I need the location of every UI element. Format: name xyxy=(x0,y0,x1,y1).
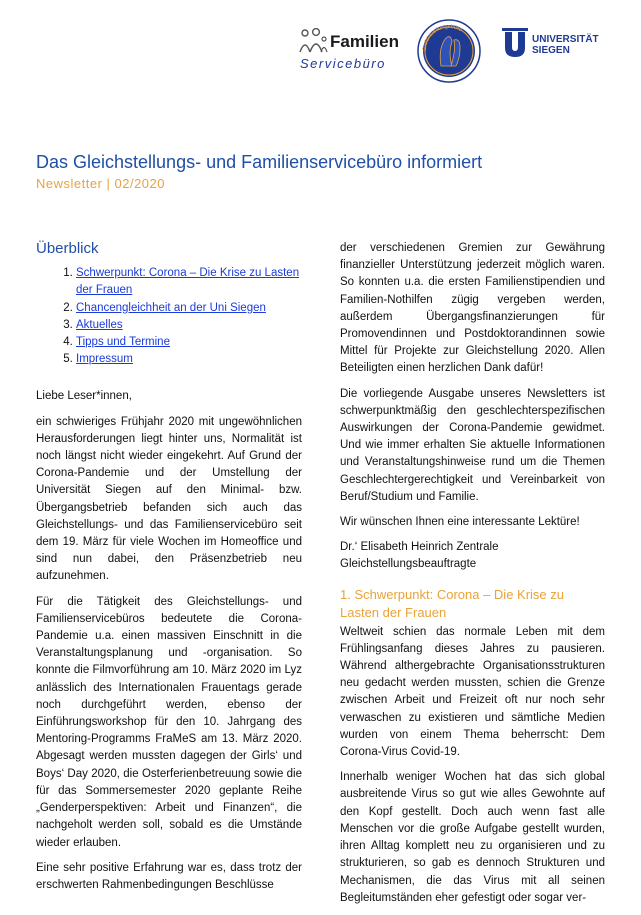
universitaet-siegen-logo xyxy=(500,28,610,68)
university-mark-icon xyxy=(502,28,528,58)
familien-servicebuero-logo xyxy=(298,28,408,78)
page-header xyxy=(0,18,641,78)
toc-item xyxy=(76,334,302,351)
university-name xyxy=(532,34,599,56)
toc-link-schwerpunkt[interactable]: Schwerpunkt: Corona – Die Krise zu Lasten der Frauen xyxy=(76,267,300,297)
newsletter-title: Das Gleichstellungs- und Familienservicebüro informiert xyxy=(36,152,483,172)
signature: Dr.‘ Elisabeth Heinrich Zentrale Gleichstellungsbeauftragte xyxy=(340,541,499,571)
section-heading-schwerpunkt: 1. Schwerpunkt: Corona – Die Krise zu Lasten der Frauen xyxy=(340,586,564,620)
toc-link-chancengleichheit[interactable]: Chancengleichheit an der Uni Siegen xyxy=(76,301,266,314)
familien-word: Familien xyxy=(330,32,399,51)
toc-link-tipps[interactable]: Tipps und Termine xyxy=(76,336,170,349)
toc-link-impressum[interactable]: Impressum xyxy=(76,353,133,366)
toc-item xyxy=(76,265,302,299)
table-of-contents xyxy=(36,265,302,368)
section-paragraph-1: Weltweit schien das normale Leben mit dem Frühlingsanfang dieses Jahres zu pausieren. Während althergebrachte Organisationsstrukturen neu gedacht werden mussten, schien die Grenze zwischen Arbeit und Freizeit oft nur noch sehr verwaschen zu existieren und sämtliche Medien wurden von einem Thema beherrscht: Dem Corona-Virus Covid-19. xyxy=(340,625,605,759)
university-line1: UNIVERSITÄT xyxy=(532,34,599,45)
left-column xyxy=(36,240,302,902)
toc-item xyxy=(76,351,302,368)
intro-paragraph-3: Eine sehr positive Erfahrung war es, dass trotz der erschwerten Rahmenbedingungen Beschlüsse xyxy=(36,861,302,891)
toc-item xyxy=(76,317,302,334)
section-paragraph-2: Innerhalb weniger Wochen hat das sich global ausbreitende Virus so gut wie alles Gewohnte auf den Kopf gestellt. Doch auch wenn fast alle Menschen vor die große Aufgabe gestellt wurden, ihren Alltag komplett neu zu organisieren und zu strukturieren, so gab es dennoch Strukturen und Mechanismen, die das Virus mit all seinen Begleitumständen eher gefestigt oder sogar ver- xyxy=(340,771,605,904)
intro-paragraph-2: Für die Tätigkeit des Gleichstellungs- und Familienservicebüros bedeutete die Corona-Pandemie u.a. einen massiven Einschnitt in die Veranstaltungsplanung und -organisation. So konnte die Filmvorführung am 10. März 2020 im Lyz anlässlich des Internationalen Frauentags gerade noch durchgeführt werden, ebenso der Einführungsworkshop für den 10. Jahrgang des Mentoring-Programms FraMeS am 13. März 2020. Abgesagt werden mussten dagegen der Girls‘ und Boys‘ Day 2020, die Osterferienbetreuung sowie die für das Sommersemester 2020 geplante Reihe „Genderperspektiven: Arbeit und Finanzen“, die nachgeholt werden soll, sobald es die Umstände wieder erlauben. xyxy=(36,595,302,849)
intro-paragraph-1: ein schwieriges Frühjahr 2020 mit ungewöhnlichen Herausforderungen liegt hinter uns, Normalität ist noch längst nicht wieder eingekehrt. Auf Grund der Corona-Pandemie und der Umstellung der Universität Siegen auf den Minimal- bzw. Übergangsbetrieb befanden sich auch das Gleichstellungs- und das Familienservicebüro seit dem 19. März für viele Wochen im Homeoffice und sind nun dabei, den Präsenzbetrieb neu aufzunehmen. xyxy=(36,415,302,583)
overview-heading: Überblick xyxy=(36,240,99,257)
right-column xyxy=(340,240,605,915)
newsletter-issue: Newsletter | 02/2020 xyxy=(36,176,165,191)
university-line2: SIEGEN xyxy=(532,45,570,56)
family-figures-icon xyxy=(298,28,328,54)
gleichstellungsbuero-seal xyxy=(416,18,482,84)
closing-wish: Wir wünschen Ihnen eine interessante Lektüre! xyxy=(340,516,580,529)
intro-paragraph-5: Die vorliegende Ausgabe unseres Newsletters ist schwerpunktmäßig den geschlechterspezifischen Auswirkungen der Corona-Pandemie gewidmet. Und wie immer erhalten Sie aktuelle Informationen und Veranstaltungshinweise rund um die Themen Geschlechtergerechtigkeit und Vereinbarkeit von Beruf/Studium und Familie. xyxy=(340,387,605,503)
toc-link-aktuelles[interactable]: Aktuelles xyxy=(76,318,123,331)
greeting: Liebe Leser*innen, xyxy=(36,390,132,403)
servicebuero-word: Servicebüro xyxy=(300,56,386,71)
intro-paragraph-4: der verschiedenen Gremien zur Gewährung finanzieller Unterstützung jederzeit möglich waren. So konnten u.a. die ersten Familienstipendien und Familien-Nothilfen zügig vergeben werden, außerdem Übergangsfinanzierungen für Promovendinnen und Postdoktorandinnen sowie Mittel für Projekte zur Gleichstellung 2020. Allen Beteiligten einen herzlichen Dank dafür! xyxy=(340,242,605,375)
seal-text: Gleichstellungsbüro xyxy=(421,23,463,52)
toc-item xyxy=(76,300,302,317)
